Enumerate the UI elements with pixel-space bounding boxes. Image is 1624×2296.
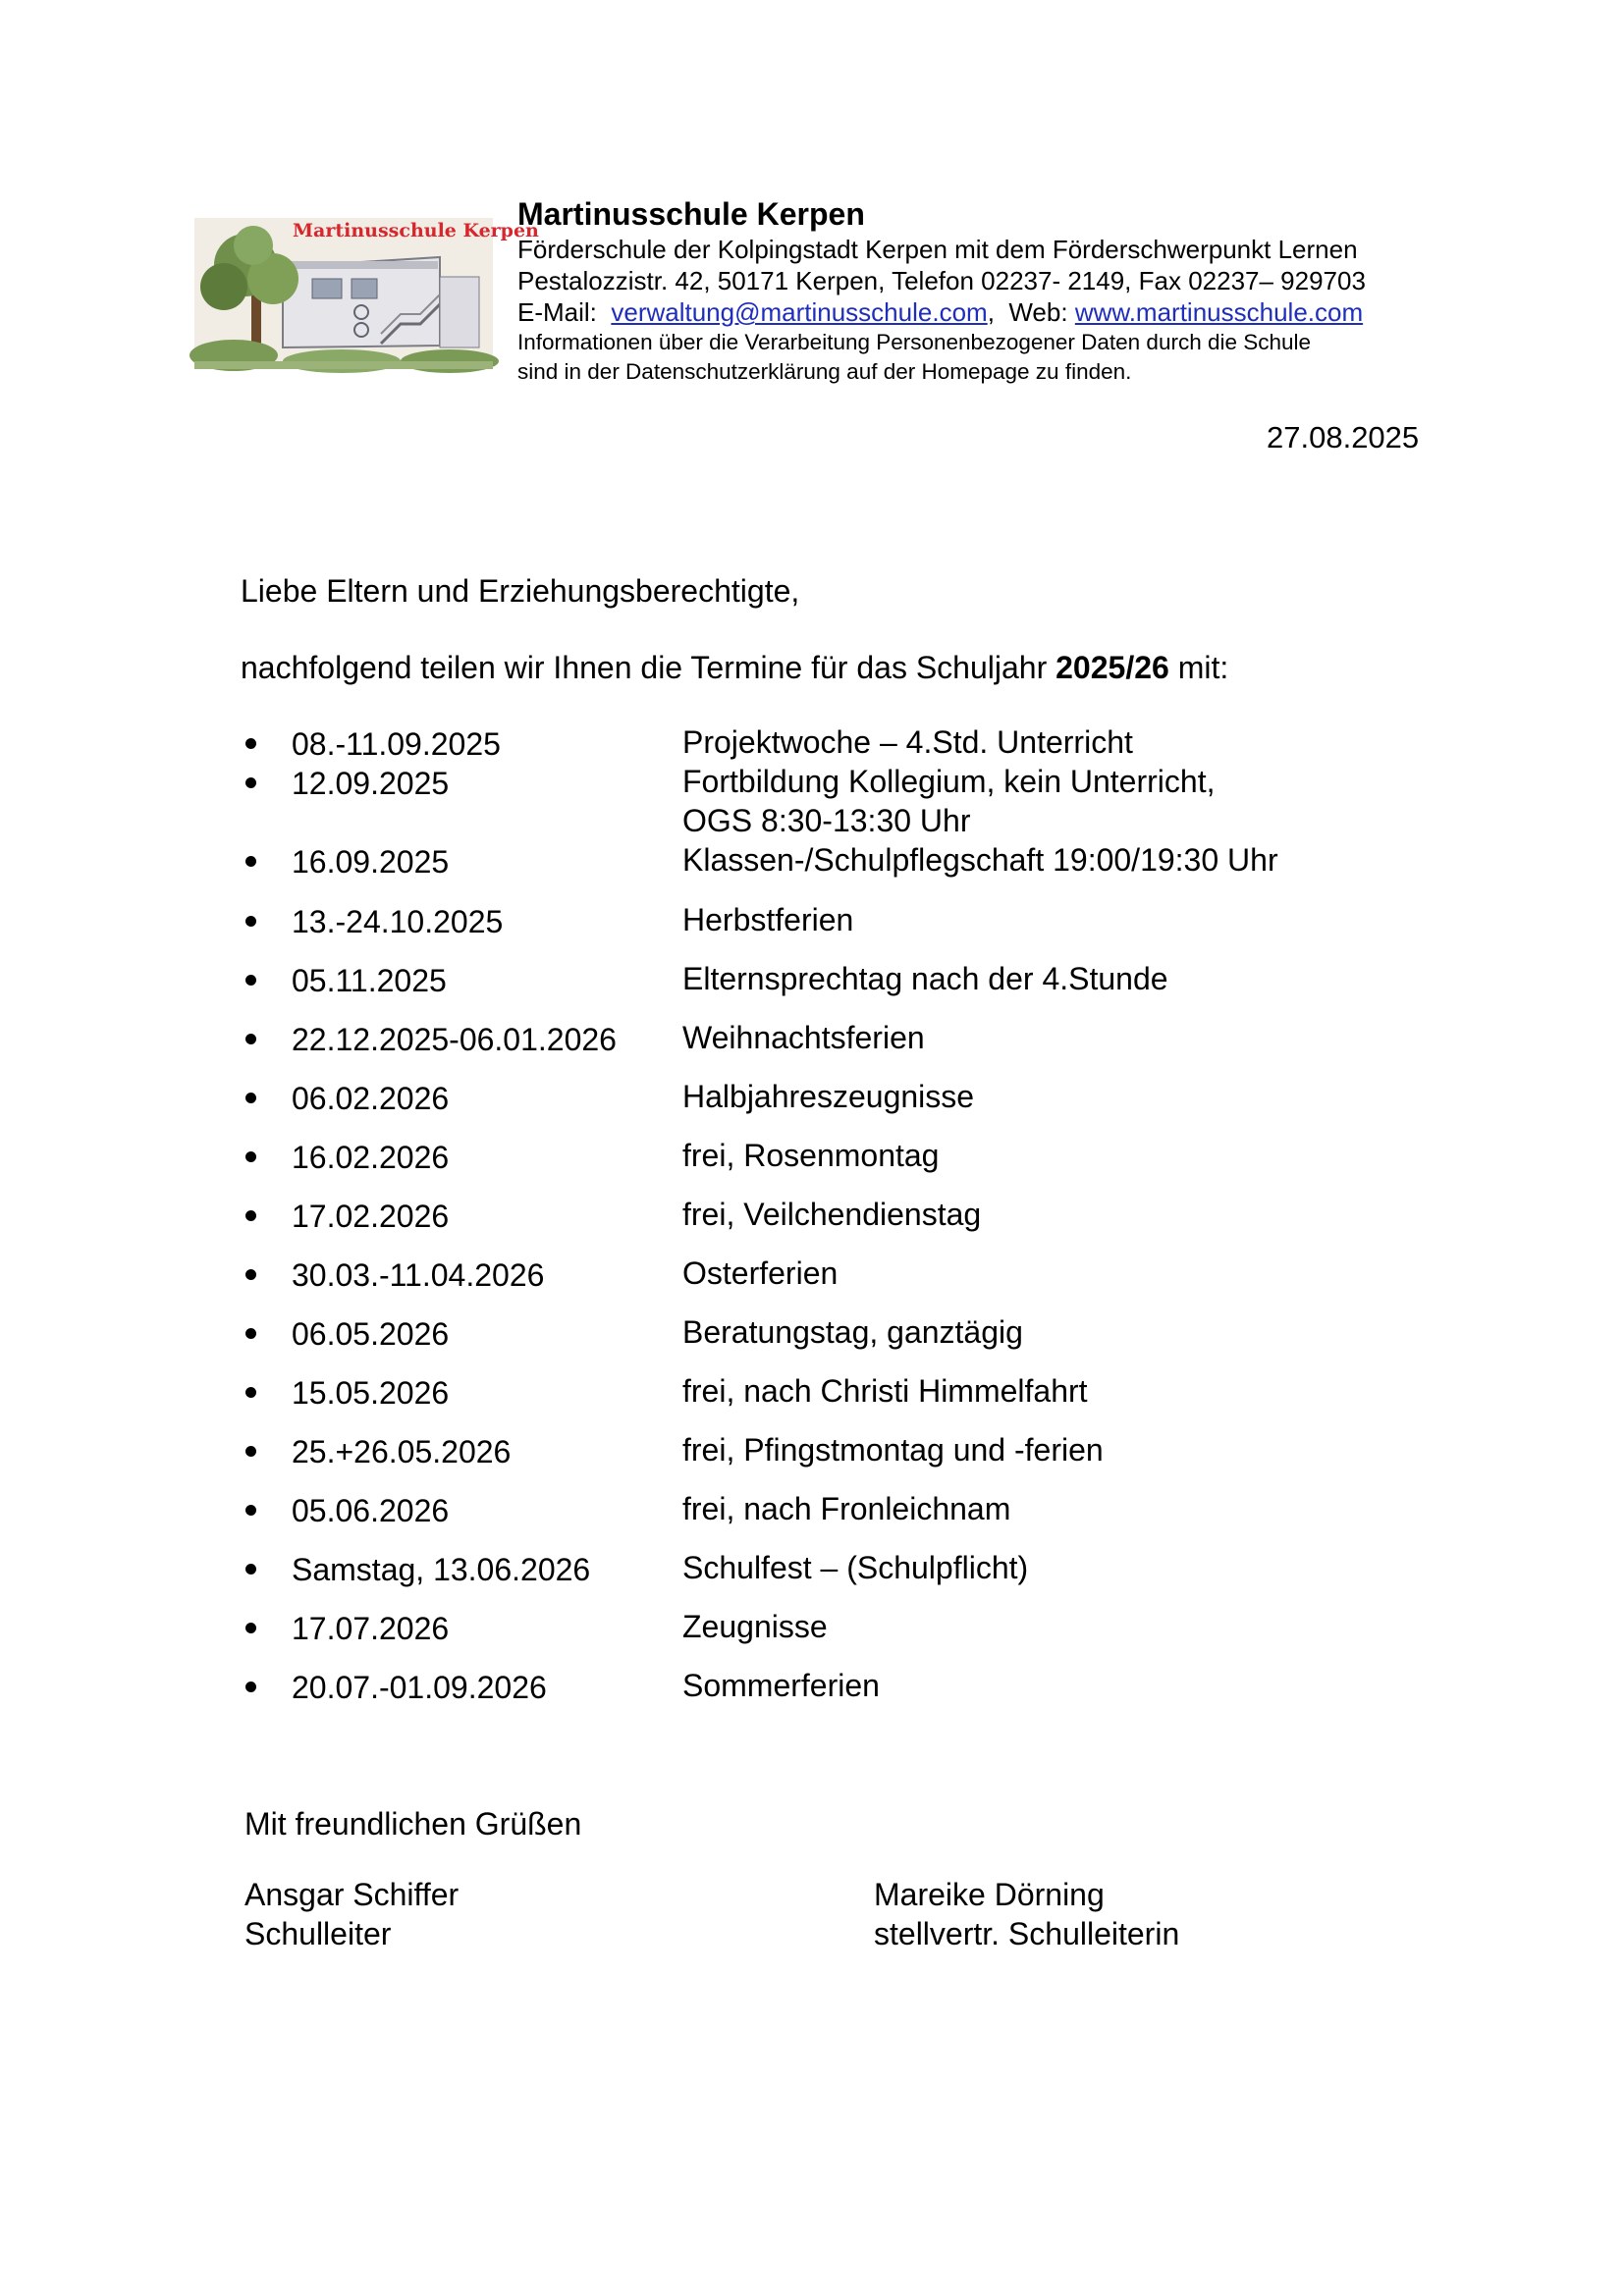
term-item	[0, 1552, 1624, 1611]
term-date: 06.05.2026	[292, 1316, 450, 1352]
term-item	[0, 844, 1624, 903]
email-link[interactable]: verwaltung@martinusschule.com	[611, 297, 988, 327]
signature-deputy	[874, 1875, 1179, 1953]
signature-principal	[244, 1875, 459, 1953]
term-item	[0, 904, 1624, 963]
contact-line: E-Mail: verwaltung@martinusschule.com, Web: www.martinusschule.com	[517, 297, 1364, 327]
bullet-icon	[245, 1151, 256, 1162]
term-date: 13.-24.10.2025	[292, 904, 504, 939]
school-name: Martinusschule Kerpen	[517, 196, 865, 232]
email-label: E-Mail:	[517, 297, 597, 327]
term-item	[0, 1022, 1624, 1081]
term-date: 17.07.2026	[292, 1611, 450, 1646]
term-description: Schulfest – (Schulpflicht)	[682, 1550, 1029, 1585]
term-description: Elternsprechtag nach der 4.Stunde	[682, 961, 1168, 996]
intro-end: mit:	[1177, 650, 1229, 685]
term-description: frei, nach Christi Himmelfahrt	[682, 1373, 1088, 1409]
term-date: 20.07.-01.09.2026	[292, 1670, 547, 1705]
school-address: Pestalozzistr. 42, 50171 Kerpen, Telefon 02237- 2149, Fax 02237– 929703	[517, 266, 1366, 295]
term-item	[0, 1140, 1624, 1199]
logo-caption: Martinusschule Kerpen	[293, 220, 539, 241]
term-description: frei, Pfingstmontag und -ferien	[682, 1432, 1104, 1468]
bullet-icon	[245, 1269, 256, 1280]
term-date: Samstag, 13.06.2026	[292, 1552, 591, 1587]
bullet-icon	[245, 1034, 256, 1044]
term-description: frei, Veilchendienstag	[682, 1197, 982, 1232]
school-description: Förderschule der Kolpingstadt Kerpen mit dem Förderschwerpunkt Lernen	[517, 235, 1358, 264]
privacy-note-line2: sind in der Datenschutzerklärung auf der Homepage zu finden.	[517, 359, 1132, 384]
term-description-continued: OGS 8:30-13:30 Uhr	[682, 803, 971, 838]
term-item	[0, 963, 1624, 1022]
term-description: Herbstferien	[682, 902, 854, 937]
term-description: Sommerferien	[682, 1668, 880, 1703]
bullet-icon	[245, 856, 256, 867]
term-date: 12.09.2025	[292, 766, 450, 801]
deputy-name: Mareike Dörning	[874, 1877, 1105, 1912]
term-description: Klassen-/Schulpflegschaft 19:00/19:30 Uhr	[682, 842, 1278, 878]
letter-date: 27.08.2025	[1267, 420, 1420, 454]
term-description: Halbjahreszeugnisse	[682, 1079, 975, 1114]
term-item	[0, 1434, 1624, 1493]
bullet-icon	[245, 1564, 256, 1575]
bullet-icon	[245, 1210, 256, 1221]
salutation: Liebe Eltern und Erziehungsberechtigte,	[241, 573, 800, 609]
term-date: 22.12.2025-06.01.2026	[292, 1022, 617, 1057]
principal-name: Ansgar Schiffer	[244, 1877, 460, 1912]
term-date: 16.09.2025	[292, 844, 450, 880]
term-description: Zeugnisse	[682, 1609, 828, 1644]
bullet-icon	[245, 1505, 256, 1516]
letterhead	[517, 194, 1450, 387]
bullet-icon	[245, 1623, 256, 1633]
term-description: Osterferien	[682, 1255, 839, 1291]
term-item	[0, 1670, 1624, 1729]
bullet-icon	[245, 1093, 256, 1103]
term-date: 25.+26.05.2026	[292, 1434, 512, 1469]
term-description: Projektwoche – 4.Std. Unterricht	[682, 724, 1133, 760]
web-label: Web:	[1008, 297, 1068, 327]
term-date: 17.02.2026	[292, 1199, 450, 1234]
intro-text: nachfolgend teilen wir Ihnen die Termine für das Schuljahr	[241, 650, 1048, 685]
privacy-note-line1: Informationen über die Verarbeitung Personenbezogener Daten durch die Schule	[517, 330, 1312, 354]
bullet-icon	[245, 1328, 256, 1339]
bullet-icon	[245, 916, 256, 927]
term-item	[0, 1375, 1624, 1434]
term-description: Beratungstag, ganztägig	[682, 1314, 1023, 1350]
bullet-icon	[245, 777, 256, 788]
term-description: Fortbildung Kollegium, kein Unterricht,	[682, 764, 1216, 799]
term-date: 15.05.2026	[292, 1375, 450, 1411]
school-logo	[194, 218, 539, 369]
bullet-icon	[245, 738, 256, 749]
term-item	[0, 1257, 1624, 1316]
term-date: 05.11.2025	[292, 963, 447, 998]
term-item	[0, 1611, 1624, 1670]
intro-sentence	[241, 650, 1228, 686]
term-description: Weihnachtsferien	[682, 1020, 925, 1055]
term-description: frei, nach Fronleichnam	[682, 1491, 1011, 1526]
school-year: 2025/26	[1056, 650, 1169, 685]
term-date: 08.-11.09.2025	[292, 726, 501, 762]
bullet-icon	[245, 1446, 256, 1457]
term-item	[0, 1493, 1624, 1552]
deputy-role: stellvertr. Schulleiterin	[874, 1916, 1180, 1951]
term-date: 30.03.-11.04.2026	[292, 1257, 545, 1293]
term-item	[0, 1081, 1624, 1140]
closing-greeting: Mit freundlichen Grüßen	[244, 1806, 582, 1842]
bullet-icon	[245, 1682, 256, 1692]
principal-role: Schulleiter	[244, 1916, 392, 1951]
bullet-icon	[245, 1387, 256, 1398]
term-item	[0, 1199, 1624, 1257]
bullet-icon	[245, 975, 256, 986]
term-date: 16.02.2026	[292, 1140, 450, 1175]
term-date: 06.02.2026	[292, 1081, 450, 1116]
term-item	[0, 1316, 1624, 1375]
web-link[interactable]: www.martinusschule.com	[1074, 297, 1364, 327]
term-date: 05.06.2026	[292, 1493, 450, 1528]
term-description: frei, Rosenmontag	[682, 1138, 940, 1173]
